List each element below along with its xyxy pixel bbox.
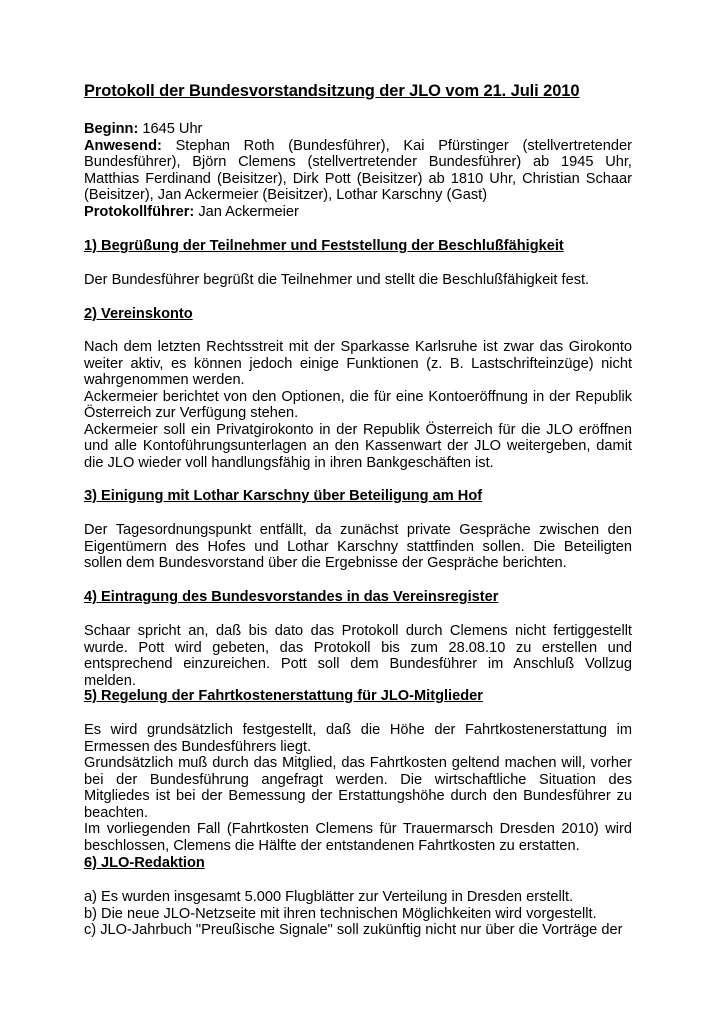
protokoll-line	[84, 204, 632, 221]
section-2-paragraph: Nach dem letzten Rechtsstreit mit der Sparkasse Karlsruhe ist zwar das Girokonto weiter aktiv, es können jedoch einige Funktionen (z. B. Lastschrifteinzüge) nicht wahrgenommen werden.	[84, 339, 632, 388]
section-5-paragraph: Im vorliegenden Fall (Fahrtkosten Clemens für Trauermarsch Dresden 2010) wird beschlossen, Clemens die Hälfte der entstandenen Fahrtkosten zu erstatten.	[84, 821, 632, 854]
section-5-paragraph: Es wird grundsätzlich festgestellt, daß die Höhe der Fahrtkostenerstattung im Ermessen des Bundesführers liegt.	[84, 722, 632, 755]
protokoll-label: Protokollführer:	[84, 203, 195, 220]
section-5-heading: 5) Regelung der Fahrtkostenerstattung für JLO-Mitglieder	[84, 688, 483, 704]
section-1-paragraph: Der Bundesführer begrüßt die Teilnehmer und stellt die Beschlußfähigkeit fest.	[84, 272, 590, 288]
anwesend-value: Stephan Roth (Bundesführer), Kai Pfürstinger (stellvertretender Bundesführer), Björn Clemens (stellvertretender Bundesführer) ab 1945 Uhr, Matthias Ferdinand (Beisitzer), Dirk Pott (Beisitzer) ab 1810 Uhr, Christian Schaar (Beisitzer), Jan Ackermeier (Beisitzer), Lothar Karschny (Gast)	[84, 137, 632, 203]
beginn-line	[84, 121, 632, 138]
document-title: Protokoll der Bundesvorstandsitzung der JLO vom 21. Juli 2010	[84, 82, 580, 100]
meta-block	[84, 121, 632, 220]
section-1-heading: 1) Begrüßung der Teilnehmer und Feststellung der Beschlußfähigkeit	[84, 238, 564, 254]
section-3-paragraph: Der Tagesordnungspunkt entfällt, da zunächst private Gespräche zwischen den Eigentümern des Hofes und Lothar Karschny stattfinden sollen. Die Beteiligten sollen dem Bundesvorstand über die Ergebnisse der Gespräche berichten.	[84, 522, 632, 571]
section-2-paragraph: Ackermeier berichtet von den Optionen, die für eine Kontoeröffnung in der Republik Österreich zur Verfügung stehen.	[84, 388, 632, 421]
section-2-body	[84, 339, 632, 471]
section-5-paragraph: Grundsätzlich muß durch das Mitglied, das Fahrtkosten geltend machen will, vorher bei der Bundesführung angefragt werden. Die wirtschaftliche Situation des Mitgliedes ist bei der Bemessung der Erstattungshöhe durch den Bundesführer zu beachten.	[84, 755, 632, 821]
anwesend-line	[84, 138, 632, 204]
anwesend-label: Anwesend:	[84, 137, 162, 154]
protokoll-value: Jan Ackermeier	[194, 203, 299, 220]
section-6-item: b) Die neue JLO-Netzseite mit ihren technischen Möglichkeiten wird vorgestellt.	[84, 905, 597, 922]
beginn-label: Beginn:	[84, 121, 139, 137]
section-6-heading: 6) JLO-Redaktion	[84, 855, 205, 871]
section-1-body	[84, 272, 632, 289]
section-6-item: c) JLO-Jahrbuch "Preußische Signale" soll zukünftig nicht nur über die Vorträge der	[84, 922, 623, 938]
section-4-paragraph: Schaar spricht an, daß bis dato das Protokoll durch Clemens nicht fertiggestellt wurde. Pott wird gebeten, das Protokoll bis zum 28.08.10 zu erstellen und entsprechend einzureichen. Pott soll dem Bundesführer im Anschluß Vollzug melden.	[84, 623, 632, 689]
section-4-heading: 4) Eintragung des Bundesvorstandes in das Vereinsregister	[84, 589, 499, 605]
section-5-body	[84, 722, 632, 854]
section-4-body	[84, 623, 632, 689]
section-2-heading: 2) Vereinskonto	[84, 306, 193, 322]
section-3-heading: 3) Einigung mit Lothar Karschny über Beteiligung am Hof	[84, 488, 483, 504]
section-6-body	[84, 889, 632, 939]
section-6-item: a) Es wurden insgesamt 5.000 Flugblätter zur Verteilung in Dresden erstellt.	[84, 889, 574, 905]
section-2-paragraph: Ackermeier soll ein Privatgirokonto in der Republik Österreich für die JLO eröffnen und alle Kontoführungsunterlagen an den Kassenwart der JLO weitergeben, damit die JLO wieder voll handlungsfähig in ihren Bankgeschäften ist.	[84, 421, 632, 471]
beginn-value: 1645 Uhr	[138, 121, 203, 137]
section-3-body	[84, 522, 632, 572]
